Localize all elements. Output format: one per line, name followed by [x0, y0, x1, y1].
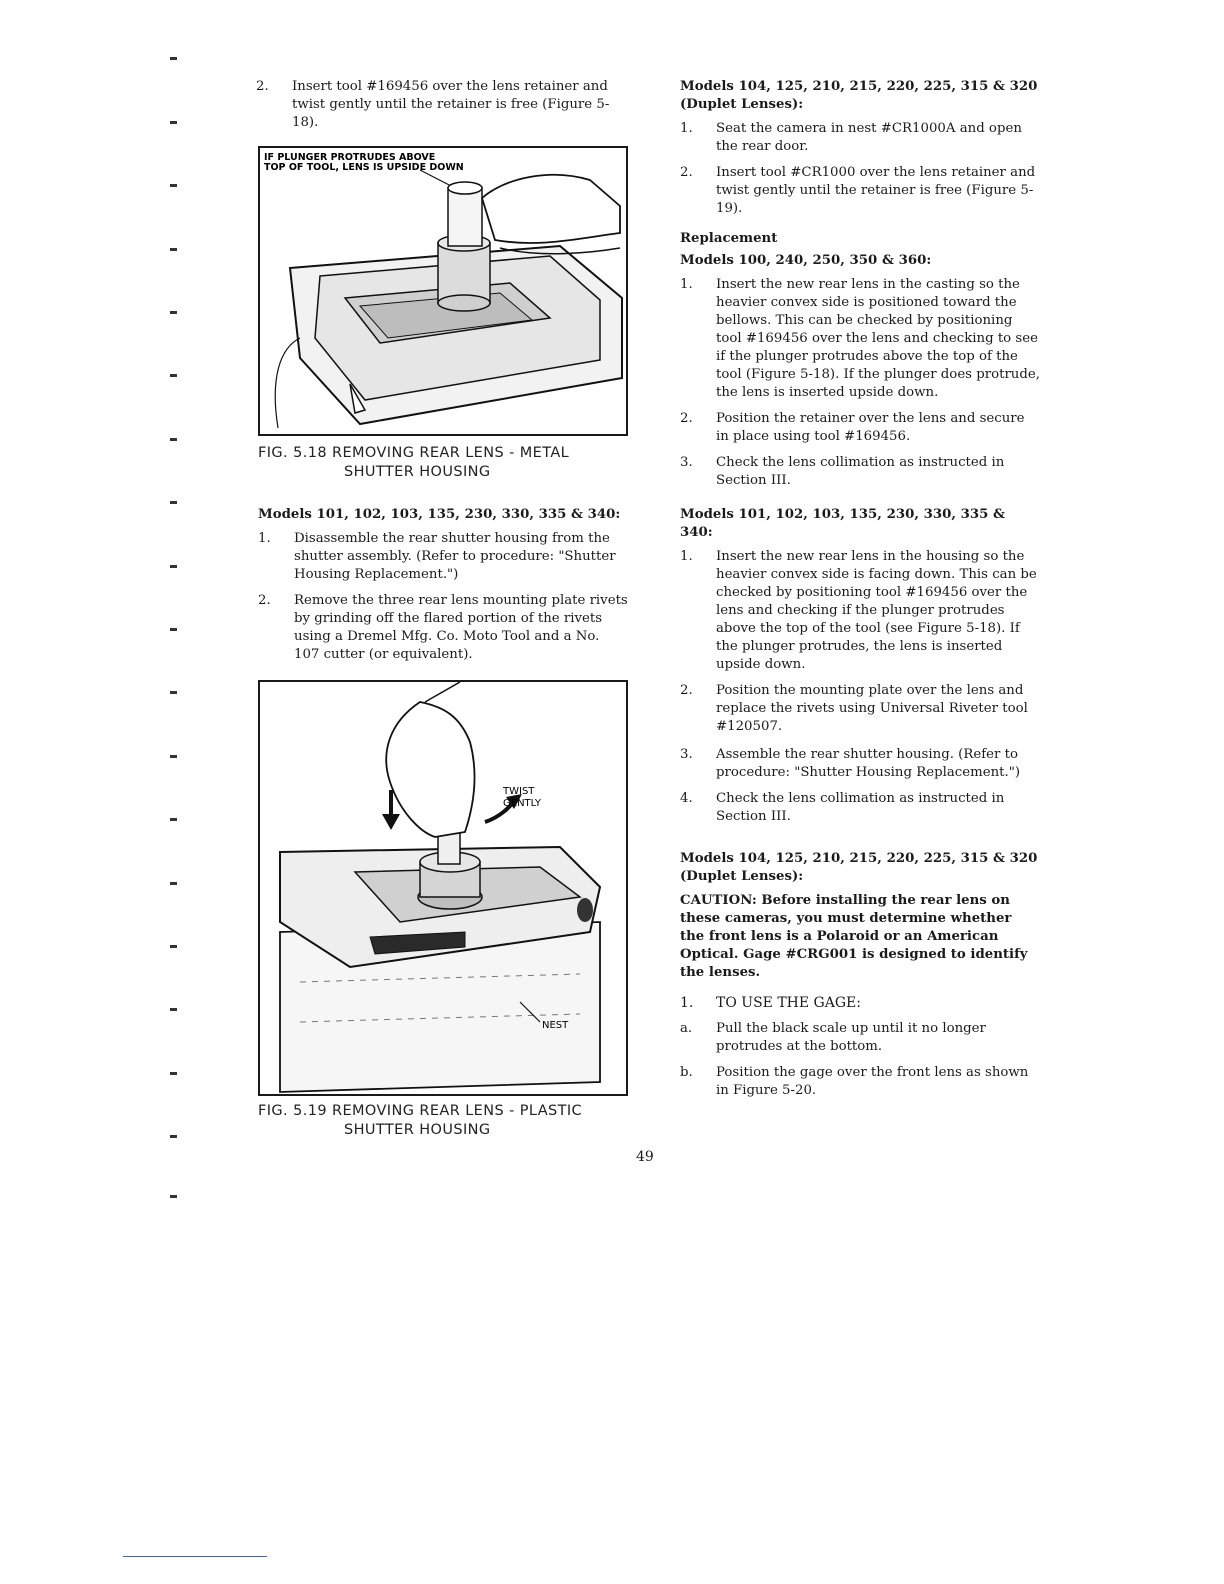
step-text: Check the lens collimation as instructed in Section III. [716, 791, 1005, 824]
step-number: 1. [680, 121, 693, 136]
step-number: b. [680, 1065, 693, 1080]
models-c-heading: Models 104, 125, 210, 215, 220, 225, 315 & 320 [680, 851, 1038, 866]
list-item [680, 548, 1040, 674]
models-b-heading: Models 101, 102, 103, 135, 230, 330, 335 & 340: [680, 507, 1005, 540]
step-number: 4. [680, 791, 693, 806]
step-number: 2. [258, 593, 271, 608]
figure-5-19 [258, 680, 628, 1096]
models-duplet-subheading: (Duplet Lenses): [680, 97, 804, 112]
step-text: Remove the three rear lens mounting plate rivets by grinding off the flared portion of the rivets using a Dremel Mfg. Co. Moto Tool and a No. 107 cutter (or equivalent). [294, 593, 628, 662]
list-item [258, 530, 628, 584]
step-number: 1. [258, 531, 271, 546]
step-text: Position the mounting plate over the lens and replace the rivets using Universal Riveter tool #120507. [716, 683, 1028, 734]
list-item [680, 746, 1040, 782]
step-text: Insert tool #CR1000 over the lens retainer and twist gently until the retainer is free (Figure 5-19). [716, 165, 1036, 216]
step-text: Assemble the rear shutter housing. (Refer to procedure: "Shutter Housing Replacement.") [716, 747, 1021, 780]
caption-line-1: FIG. 5.18 REMOVING REAR LENS - METAL [258, 445, 570, 461]
figure-5-19-illustration [260, 682, 626, 1094]
step-number: 2. [256, 79, 269, 94]
step-number: 1. [680, 277, 693, 292]
caption-line-2: SHUTTER HOUSING [344, 464, 491, 480]
list-item [680, 454, 1040, 490]
step-text: Position the retainer over the lens and secure in place using tool #169456. [716, 411, 1025, 444]
step-text: Check the lens collimation as instructed in Section III. [716, 455, 1005, 488]
figure-5-18 [258, 146, 628, 436]
step-text: Seat the camera in nest #CR1000A and open the rear door. [716, 121, 1022, 154]
step-text: TO USE THE GAGE: [716, 995, 861, 1011]
nest-label: NEST [542, 1020, 569, 1031]
models-heading: Models 101, 102, 103, 135, 230, 330, 335 & 340: [258, 507, 621, 522]
list-item [680, 164, 1040, 218]
callout-line-2: TOP OF TOOL, LENS IS UPSIDE DOWN [264, 162, 464, 173]
models-c-subheading: (Duplet Lenses): [680, 869, 804, 884]
models-a-heading: Models 100, 240, 250, 350 & 360: [680, 253, 932, 268]
list-item [680, 994, 1040, 1012]
step-number: a. [680, 1021, 693, 1036]
caption-line-1: FIG. 5.19 REMOVING REAR LENS - PLASTIC [258, 1103, 583, 1119]
list-item [680, 276, 1040, 402]
footnote-rule [123, 1556, 267, 1557]
step-text: Position the gage over the front lens as shown in Figure 5-20. [716, 1065, 1029, 1098]
step-number: 2. [680, 683, 693, 698]
list-item [680, 1020, 1040, 1056]
figure-5-18-illustration [260, 148, 626, 434]
callout-line-1: IF PLUNGER PROTRUDES ABOVE [264, 152, 436, 163]
step-insert-tool [256, 78, 628, 132]
list-item [680, 1064, 1040, 1100]
list-item [680, 790, 1040, 826]
step-text: Disassemble the rear shutter housing from the shutter assembly. (Refer to procedure: "Shutter Housing Replacement.") [294, 531, 616, 582]
step-text: Pull the black scale up until it no longer protrudes at the bottom. [716, 1021, 986, 1054]
list-item [680, 120, 1040, 156]
figure-5-18-caption [258, 444, 628, 482]
list-item [680, 682, 1040, 736]
left-column [258, 78, 628, 1140]
step-number: 2. [680, 165, 693, 180]
list-item [680, 410, 1040, 446]
models-duplet-heading: Models 104, 125, 210, 215, 220, 225, 315 & 320 [680, 79, 1038, 94]
list-item [258, 592, 628, 664]
page-number: 49 [636, 1149, 654, 1165]
step-number: 2. [680, 411, 693, 426]
step-number: 3. [680, 455, 693, 470]
step-text: Insert the new rear lens in the casting so the heavier convex side is positioned toward the bellows. This can be checked by positioning tool #169456 over the lens and checking to see if the plunger protrudes above the top of the tool (Figure 5-18). If the plunger does protrude, the lens is inserted upside down. [716, 277, 1040, 400]
step-text: Insert tool #169456 over the lens retainer and twist gently until the retainer is free (Figure 5-18). [292, 79, 610, 130]
step-number: 3. [680, 747, 693, 762]
replacement-heading: Replacement [680, 231, 778, 246]
step-number: 1. [680, 995, 694, 1011]
caption-line-2: SHUTTER HOUSING [344, 1122, 491, 1138]
twist-label-2: GENTLY [503, 798, 542, 809]
caution-note: CAUTION: Before installing the rear lens on these cameras, you must determine whether the front lens is a Polaroid or an American Optical. Gage #CRG001 is designed to identify the lenses. [680, 893, 1028, 980]
twist-label-1: TWIST [503, 786, 535, 797]
right-column [680, 78, 1040, 1100]
figure-5-19-caption [258, 1102, 628, 1140]
step-text: Insert the new rear lens in the housing so the heavier convex side is facing down. This can be checked by positioning tool #169456 over the lens and checking if the plunger protrudes above the top of the tool (see Figure 5-18). If the plunger protrudes, the lens is inserted upside down. [716, 549, 1037, 672]
step-number: 1. [680, 549, 693, 564]
